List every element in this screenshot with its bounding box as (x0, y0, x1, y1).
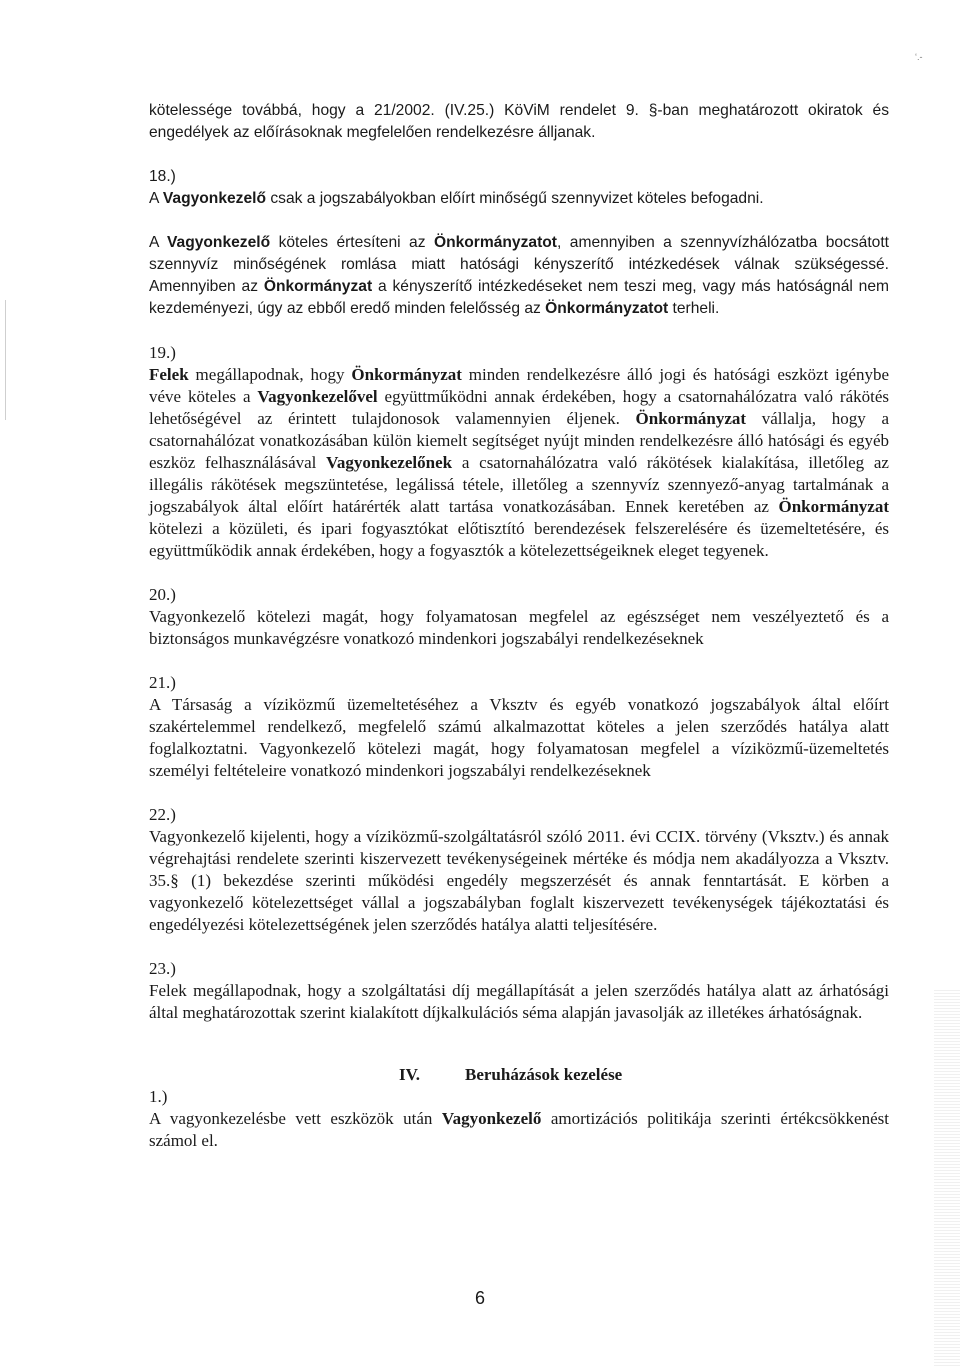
scan-right-edge-noise (934, 990, 960, 1366)
scan-left-edge (5, 300, 6, 420)
document-page (149, 100, 889, 1152)
item-21-paragraph: A Társaság a víziközmű üzemeltetéséhez a Vksztv és egyéb vonatkozó jogszabályok által előírt szakértelemmel rendelkező, megfelelő számú alkalmazottat köteles a jelen szerződés hatálya alatt foglalkoztatni. Vagyonkezelő kötelezi magát, hogy folyamatosan megfelel a víziközmű-üzemeltetés személyi feltételeire vonatkozó mindenkori jogszabályi rendelkezéseknek (149, 695, 889, 780)
item-23-number: 23.) (149, 959, 176, 978)
item-20-number: 20.) (149, 585, 176, 604)
section-iv-heading (149, 1064, 889, 1086)
scan-corner-mark: ‘.- (915, 52, 923, 62)
item-18-paragraph-2: A Vagyonkezelő köteles értesíteni az Önkormányzatot, amennyiben a szennyvízhálózatba bocsátott szennyvíz minőségének romlása miatt hatósági kényszerítő intézkedések válnak szükségessé. Amennyiben az Önkormányzat a kényszerítő intézkedéseket nem teszi meg, vagy más hatóságnál nem kezdeményezi, úgy az ebből eredő minden felelősség az Önkormányzatot terheli. (149, 234, 889, 317)
section-iv-item-1-number: 1.) (149, 1087, 168, 1106)
page-number: 6 (474, 1288, 485, 1308)
item-18-sentence-1: A Vagyonkezelő csak a jogszabályokban előírt minőségű szennyvizet köteles befogadni. (149, 190, 764, 207)
item-22-number: 22.) (149, 805, 176, 824)
section-iv-roman: IV. (399, 1065, 420, 1084)
intro-paragraph: kötelessége továbbá, hogy a 21/2002. (IV.25.) KöViM rendelet 9. §-ban meghatározott okiratok és engedélyek az előírásoknak megfelelően rendelkezésre álljanak. (149, 102, 889, 141)
item-21-number: 21.) (149, 673, 176, 692)
item-19-number: 19.) (149, 343, 176, 362)
section-iv-item-1-paragraph: A vagyonkezelésbe vett eszközök után Vagyonkezelő amortizációs politikája szerinti értékcsökkenést számol el. (149, 1109, 889, 1150)
item-22-paragraph: Vagyonkezelő kijelenti, hogy a víziközmű-szolgáltatásról szóló 2011. évi CCIX. törvény (Vksztv.) és annak végrehajtási rendelete szerinti kiszervezett tevékenységeinek mértéke és módja nem akadályozza a Vksztv. 35.§ (1) bekezdése szerinti működési engedély megszerzését és annak fenntartását. E körben a vagyonkezelő kötelezettséget vállal a jogszabályban foglalt kiszervezett tevékenységek tájékoztatási és engedélyezési kötelezettségének jelen szerződés hatálya alatti teljesítésére. (149, 827, 889, 934)
section-iv-title: Beruházások kezelése (465, 1065, 623, 1084)
item-18-number: 18.) (149, 168, 176, 185)
item-19-paragraph: Felek megállapodnak, hogy Önkormányzat minden rendelkezésre álló jogi és hatósági eszközt igénybe véve köteles a Vagyonkezelővel együttműködni annak érdekében, hogy a csatornahálózatra való rákötés lehetőségével az érintett tulajdonosok valamennyien éljenek. Önkormányzat vállalja, hogy a csatornahálózat vonatkozásában külön kiemelt segítséget nyújt minden rendelkezésre álló hatósági és egyéb eszköz felhasználásával Vagyonkezelőnek a csatornahálózatra való rákötések kialakítása, illetőleg az illegális rákötések megszüntetése, legálissá tétele, illetőleg a szennyvíz szennyező-anyag tartalmának a jogszabályok által előírt határérték alatt tartása vonatkozásában. Ennek keretében az Önkormányzat kötelezi a közületi, és ipari fogyasztókat előtisztító berendezések felszerelésére és üzemeltetésére, és együttműködik annak érdekében, hogy a fogyasztók a kötelezettségeiknek eleget tegyenek. (149, 365, 890, 560)
item-20-paragraph: Vagyonkezelő kötelezi magát, hogy folyamatosan megfelel az egészséget nem veszélyeztető és a biztonságos munkavégzésre vonatkozó mindenkori jogszabályi rendelkezéseknek (149, 607, 889, 648)
item-23-paragraph: Felek megállapodnak, hogy a szolgáltatási díj megállapítását a jelen szerződés hatálya alatt az árhatósági által meghatározottak szerint kialakított díjkalkulációs séma alapján javasolják az illetékes árhatóságnak. (149, 981, 889, 1022)
